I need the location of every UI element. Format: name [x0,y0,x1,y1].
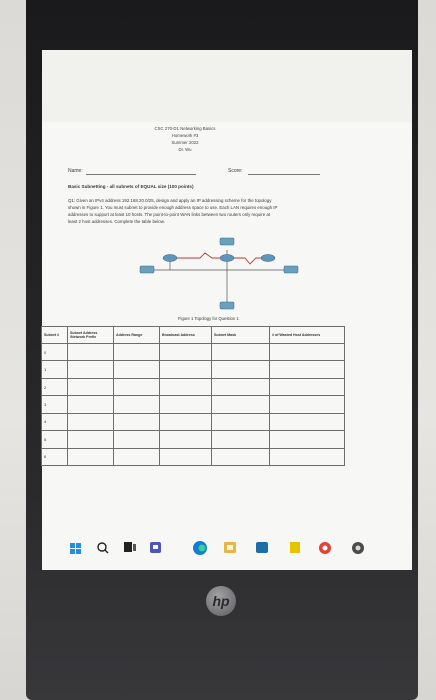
term: Summer 2022 [171,140,199,145]
subnet-number-cell: 3 [42,396,68,413]
hp-logo-icon: hp [206,586,236,616]
col-wasted-hosts: # of Wasted Host Addresses [270,327,345,344]
col-subnet-mask: Subnet Mask [212,327,270,344]
col-subnet-number: Subnet # [42,327,68,344]
subnet-number-cell: 1 [42,361,68,378]
task-view-icon [124,542,136,552]
store-icon [256,542,268,553]
windows-start-icon [70,543,81,554]
edge-icon [193,541,207,555]
homework-number: Homework #3 [171,133,199,138]
subnet-number-cell: 5 [42,431,68,448]
search-icon [98,543,108,553]
subnet-number-cell: 4 [42,413,68,430]
q1-line-2: shown in Figure 1. You must subnet to provide enough address space to use. Each LAN requires enough IP [68,205,278,210]
teams-chat-icon [150,542,161,553]
q1-line-1: Q1: Given an IPv4 address 192.168.20.0/25, design and apply an IP addressing scheme for the topology [68,198,272,203]
course-title: CSC 270-D1 Networking Basics [154,126,216,131]
q1-line-3: addresses to support at least 10 hosts. The point-to-point WAN links between two routers only require at [68,212,271,217]
subnet-number-cell: 6 [42,448,68,465]
col-broadcast-address: Broadcast Address [160,327,212,344]
col-subnet-address: Subnet Address /Network Prefix [68,327,114,344]
assignment-title: Basic Subnetting - all subnets of EQUAL size (100 points) [68,184,194,189]
files-icon [290,542,300,553]
subnet-number-cell: 2 [42,378,68,395]
q1-line-4: least 2 host addresses. Complete the table below. [68,219,165,224]
chrome-icon [319,542,331,554]
score-label: Score: [228,168,243,174]
instructor: Dr. Wu [178,147,192,152]
col-address-range: Address Range [114,327,160,344]
name-label: Name: [68,168,83,174]
settings-icon [352,542,364,554]
figure-caption: Figure 1 Topology for Question 1 [178,316,239,321]
subnet-number-cell: 0 [42,344,68,361]
file-explorer-icon [224,542,236,553]
